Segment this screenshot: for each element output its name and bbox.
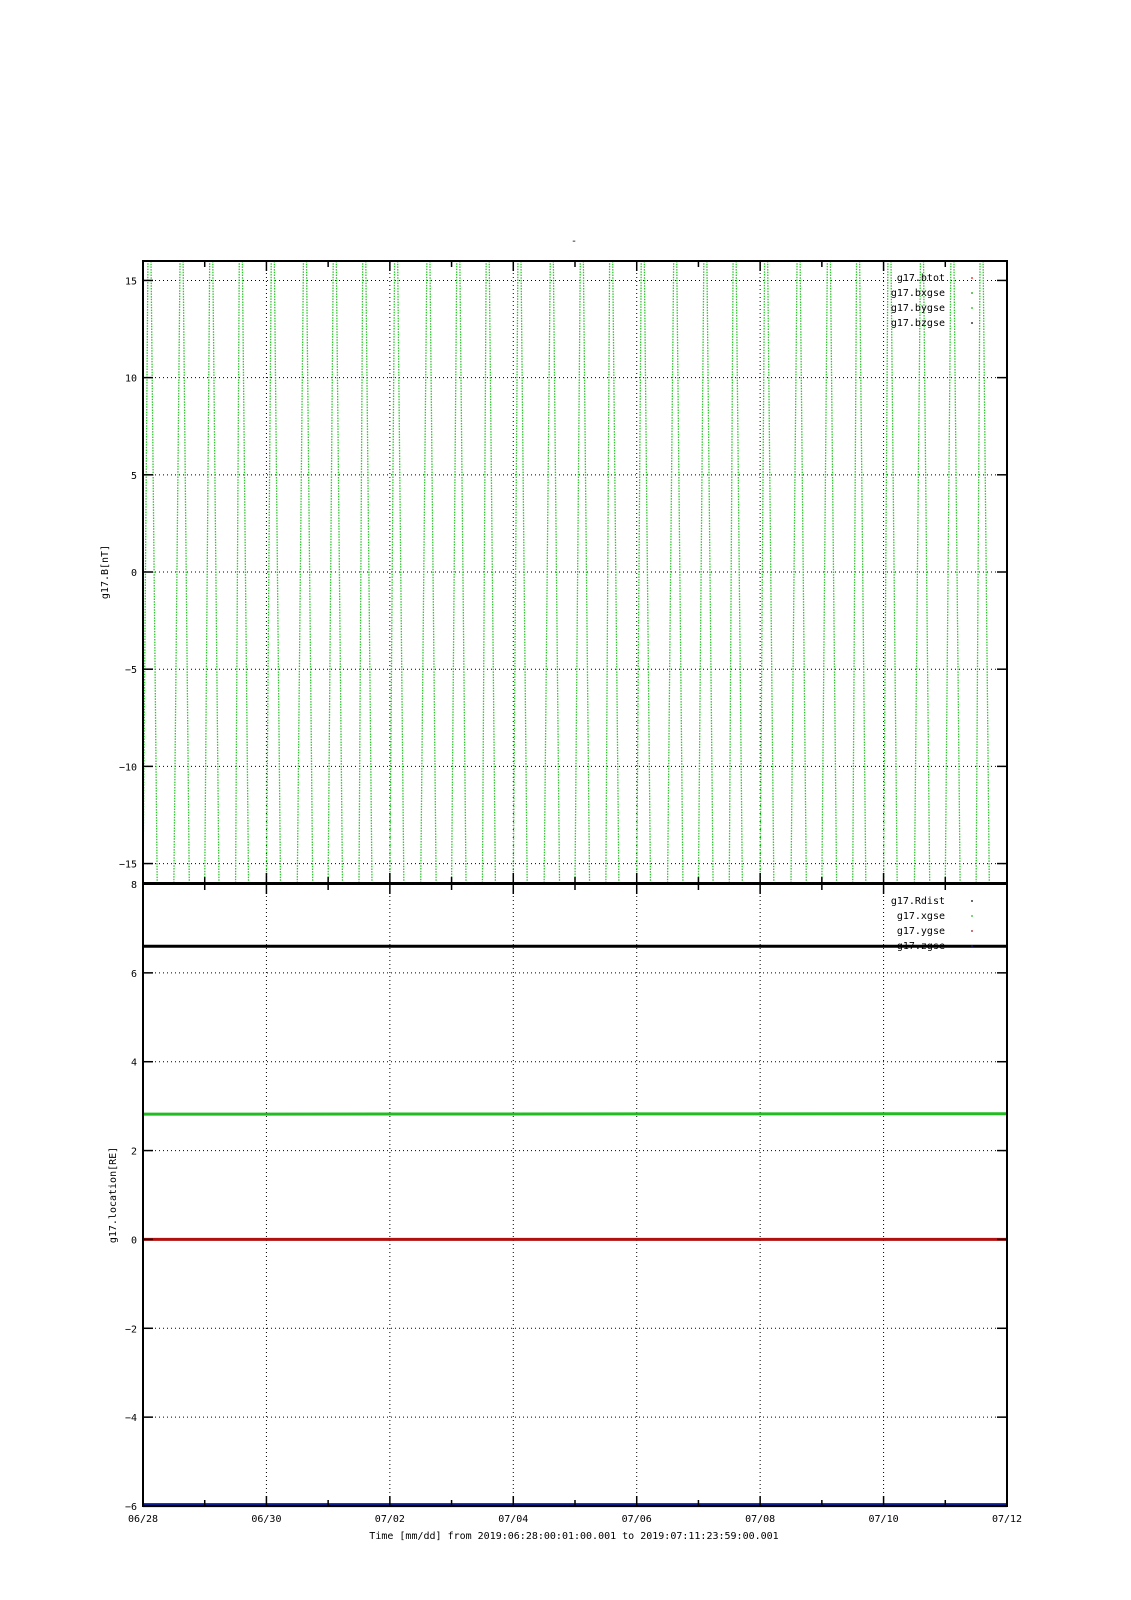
b-trace-segment	[945, 261, 951, 883]
b-trace-segment	[736, 261, 742, 883]
p1-y-ticks	[119, 276, 1007, 870]
p2-y-axis-label: g17.location[RE]	[108, 1146, 119, 1244]
legend-swatch	[971, 915, 973, 917]
y-tick-label: 2	[130, 1146, 137, 1158]
legend-label: g17.bzgse	[890, 318, 945, 329]
p1-y-axis-label: g17.B[nT]	[100, 544, 111, 600]
b-trace-segment	[336, 261, 342, 883]
legend-swatch	[971, 930, 973, 932]
b-trace-segment	[1038, 261, 1044, 883]
b-trace-segment	[112, 261, 116, 883]
b-trace-segment	[553, 261, 559, 883]
b-trace-segment	[668, 261, 674, 883]
x-tick-label: 07/02	[374, 1514, 405, 1525]
b-trace-segment	[768, 261, 774, 883]
x-tick-label: 06/30	[251, 1514, 282, 1525]
b-trace-segment	[1047, 261, 1053, 883]
panel-location	[108, 880, 1007, 1513]
b-trace-segment	[521, 261, 527, 883]
b-trace-segment	[729, 261, 733, 883]
b-trace-segment	[822, 261, 827, 883]
y-tick-label: 4	[130, 1057, 137, 1069]
legend-label: g17.bxgse	[890, 288, 945, 299]
legend-label: g17.Rdist	[890, 896, 945, 907]
y-tick-label: −6	[124, 1502, 137, 1513]
legend-swatch	[971, 277, 973, 279]
panel-magnetic-field	[100, 261, 1053, 883]
y-tick-label: 0	[130, 568, 137, 579]
legend-label: g17.bygse	[890, 303, 945, 314]
b-trace-segment	[1014, 261, 1020, 883]
y-tick-label: 0	[130, 1235, 137, 1247]
b-trace-segment	[924, 261, 930, 883]
legend-label: g17.zgse	[896, 941, 945, 952]
b-trace-segment	[183, 261, 189, 883]
x-tick-label: 06/28	[127, 1514, 159, 1525]
b-trace-segment	[421, 261, 427, 883]
x-tick-labels	[128, 1514, 1022, 1525]
b-trace-segment	[236, 261, 240, 883]
b-trace-segment	[119, 261, 125, 883]
b-trace-segment	[205, 261, 210, 883]
p2-legend	[891, 896, 973, 952]
p2-series	[143, 946, 1007, 1505]
b-trace-segment	[398, 261, 404, 883]
p2-grid	[143, 884, 1007, 1506]
legend-swatch	[971, 307, 973, 309]
y-tick-label: −15	[118, 859, 137, 871]
b-trace-segment	[328, 261, 333, 883]
legend-swatch	[971, 900, 973, 902]
x-tick-label: 07/10	[868, 1514, 899, 1525]
p1-legend	[891, 273, 973, 329]
b-trace-segment	[213, 261, 219, 883]
y-tick-label: −4	[124, 1413, 137, 1425]
p2-y-ticks	[125, 880, 1007, 1513]
b-trace-segment	[544, 261, 550, 883]
y-tick-label: 5	[130, 470, 137, 482]
y-tick-label: 15	[124, 276, 137, 288]
b-trace-segment	[644, 261, 650, 883]
x-tick-label: 07/06	[621, 1514, 652, 1525]
y-tick-label: 8	[130, 880, 137, 891]
b-trace-segment	[482, 261, 486, 883]
legend-swatch	[971, 945, 973, 947]
b-trace-segment	[583, 261, 589, 883]
b-trace-segment	[390, 261, 395, 883]
b-trace-segment	[800, 261, 806, 883]
page-title: -	[570, 236, 578, 247]
y-tick-label: 6	[130, 968, 137, 980]
p2-x-ticks	[143, 884, 1007, 1506]
b-trace-segment	[460, 261, 466, 883]
b-trace-segment	[677, 261, 683, 883]
b-trace-segment	[860, 261, 866, 883]
legend-swatch	[971, 322, 973, 324]
b-trace-segment	[606, 261, 610, 883]
legend-label: g17.xgse	[896, 911, 945, 922]
legend-swatch	[971, 292, 973, 294]
b-trace-segment	[513, 261, 518, 883]
b-trace-segment	[489, 261, 495, 883]
b-trace-segment	[637, 261, 642, 883]
y-tick-label: −5	[124, 665, 137, 677]
p1-grid	[143, 261, 1007, 883]
b-trace-segment	[983, 261, 989, 883]
x-tick-label: 07/12	[991, 1514, 1023, 1525]
b-trace-segment	[613, 261, 619, 883]
legend-label: g17.ygse	[896, 926, 945, 937]
p2-frame	[143, 884, 1007, 1506]
y-tick-label: 10	[124, 373, 137, 385]
x-tick-label: 07/04	[498, 1514, 529, 1525]
x-axis-label: Time [mm/dd] from 2019:06:28:00:01:00.001 to 2019:07:11:23:59:00.001	[369, 1531, 779, 1542]
y-tick-label: −10	[118, 762, 137, 774]
x-tick-label: 07/08	[745, 1514, 776, 1525]
b-trace-segment	[297, 261, 303, 883]
y-tick-label: −2	[124, 1324, 137, 1336]
legend-label: g17.btot	[896, 273, 945, 284]
